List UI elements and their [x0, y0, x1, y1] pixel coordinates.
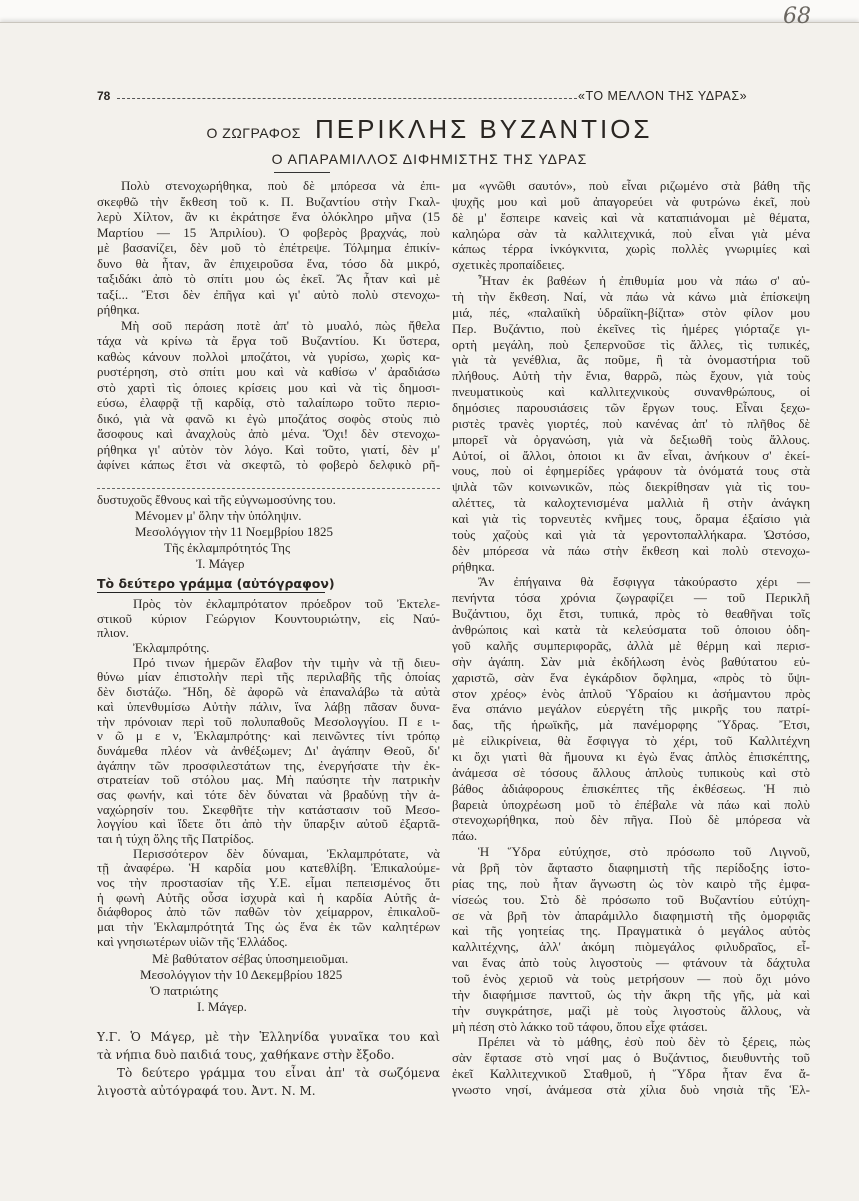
text-line: δὲν διστάζω. Ἤδη, δὲ ἀφορῶ νὰ ἐπαναλάβω τὰ αὐτὰ: [97, 684, 440, 700]
text-line: λερὺ Χίλτον, ἂν κι ἐκράτησε ἕνα ὁλόκληρο μῆνα (15: [97, 209, 440, 224]
text-line: ταξί... Ἔτσι δὲν ἐπῆγα καὶ γι' αὐτὸ πολὺ στενοχω-: [97, 286, 440, 302]
text-line: τοὺς χαζοὺς καὶ γιὰ τὰ γεροντοπαλλήκαρα. Ὡστόσο,: [452, 526, 810, 542]
text-line: σκεφθῶ τὴν ἔκθεση τοῦ κ. Π. Βυζαντίου στὴν Γκαλ-: [97, 193, 440, 209]
text-line: διάφθορος ἀπὸ τῶν παθῶν τὸν χείμαρρον, ἐπικαλοῦ-: [97, 904, 440, 920]
text-line: τάχα νὰ κρίνω τὰ ἔργα τοῦ Βυζαντίου. Κι ὕστερα,: [97, 333, 440, 348]
text-line: ταξιδάκι ἀπὸ τὸ σπίτι μου ὡς ἐκεῖ. Ἄς ἦταν καὶ μὲ: [97, 271, 440, 286]
text-line: δας, τῆς ἡρωϊκῆς, μὰ πανέμορφης Ὕδρας. Ἔτσι,: [452, 717, 810, 733]
letter-date: Μεσολόγγιον τὴν 11 Νοεμβρίου 1825: [135, 524, 333, 539]
text-line: ρήθηκα.: [452, 558, 495, 574]
text-line: καλλιτέχνης, ἀλλ' ἀκόμη πιὸμεγάλος φιλυδραῖος, εἶ-: [452, 939, 810, 955]
text-line: μιά, πές, «παλαιϊκὴ ὑδραίϊκη-βίζιτα» στὸν φίλον μου: [452, 304, 810, 320]
text-line: ἀνάμεσα σὲ τόσους ἄλλους ἁπλοὺς τυπικοὺς καὶ στὸ: [452, 764, 810, 780]
text-line: τὴν πρόνοιαν περὶ τοῦ πολυπαθοῦς Μεσολογγίου. Π ε ι-: [97, 713, 440, 729]
text-line: γνωστο νησί, ἀνάμεσα στὰ χίλια δυὸ νησιὰ τῆς Ἑλ-: [452, 1081, 810, 1097]
text-line: Πολὺ στενοχωρήθηκα, ποὺ δὲ μπόρεσα νὰ ἐπι-: [121, 178, 440, 193]
text-line: Μὴ σοῦ περάση ποτὲ ἀπ' τὸ μυαλό, πὼς ἤθελα: [121, 317, 440, 333]
column-divider-rule: [97, 488, 440, 489]
text-line: Ἂν ἐπήγαινα θὰ ἔσφιγγα τἀκούραστο χέρι —: [478, 574, 810, 590]
text-line: σχετικὲς προπαίδειες.: [452, 257, 565, 273]
text-line: τῇ ἀναφέρω. Ἡ καρδία μου κατεθλίβη. Ἐπικαλούμε-: [97, 860, 440, 876]
text-line: στρατείαν τοῦ στόλου μας. Μὴ παύσητε τὴν πατρικὴν: [97, 772, 440, 788]
text-line: ναχώρησίν του. Σκεφθῆτε τὴν κατάστασιν τοῦ Μεσο-: [97, 801, 440, 817]
header-rule: [117, 98, 577, 99]
text-line: ἄσοφους καὶ ἀναχλοὺς ἀπὸ μένα. Ὄχι! δὲν στενοχω-: [97, 426, 440, 441]
text-line: καθὼς κάνουν πολλοὶ μποζάτοι, νὰ γυρίσω, χωρὶς κα-: [97, 348, 440, 364]
text-line: πάω.: [452, 828, 478, 844]
text-line: μὴ πέση στὸ λάκκο τοῦ τάφου, ὅπου εἶχε φτάσει.: [452, 1018, 708, 1034]
second-letter-body: [97, 597, 440, 950]
text-line: στικοῦ κύριον Γεώργιον Κουντουριώτην, εἰς Ναύ-: [97, 610, 440, 626]
text-line: σε νὰ βρῆ τὸν ἀπαράμιλλο διαφημιστὴ τῆς ὀμορφιᾶς: [452, 907, 810, 923]
text-line: σας φωνήν, καὶ τότε δὲν δύναται νὰ βραδύνῃ τὴν ἀ-: [97, 786, 440, 802]
text-line: σὰν ἔφτασε στὸ νησί μας ὁ Βυζάντιος, διευθυντὴς τοῦ: [452, 1050, 810, 1066]
title-prefix: Ο ΖΩΓΡΑΦΟΣ: [206, 125, 301, 141]
page-number: 78: [97, 89, 111, 103]
text-line: πλιον.: [97, 625, 129, 641]
text-line: ν ῶ μ ε ν, Ἐκλαμπρότης· καὶ πεινῶντες τίνι τρόπῳ: [97, 728, 440, 744]
text-line: δυνο θὰ ἦταν, ἂν ἐπιχειροῦσα ἕνα, τόσο δὰ μικρό,: [97, 255, 440, 271]
text-line: καληώρα σὰν τὰ καλλιτεχνικά, ποὺ εἶναι γιὰ μένα: [452, 225, 810, 241]
text-line: Τὸ δεύτερο γράμμα του εἶναι ἀπ' τὰ σωζόμενα: [117, 1066, 440, 1080]
text-line: πνευματικοὺς καὶ καλλιτεχνικοὺς συνανθρώπους, οἱ: [452, 384, 810, 400]
text-line: αλέττες, τὰ καλοχτενισμένα μαλλιὰ ἢ στὴν ἀνάγκη: [452, 495, 810, 511]
text-line: Βυζάντιου, ὄχι ἔτσι, τυπικά, πρὸς τὸ θεαθῆναι τοῖς: [452, 606, 810, 622]
text-line: καὶ γιὰ τὶς τορνευτὲς κνῆμες τους, ὅραμα ἐξαίσιο γιὰ: [452, 511, 810, 527]
text-line: ται ἡ τύχη ὅλης τῆς Πατρίδος.: [97, 831, 255, 846]
text-line: γιὰ τὰ γενέθλια, ἂς ποῦμε, ἢ τὰ ὀνομαστήρια τοῦ: [452, 352, 810, 368]
text-line: Ἡ Ὕδρα εὐτύχησε, στὸ πρόσωπο τοῦ Λιγνοῦ,: [478, 844, 810, 860]
text-line: Περ. Βυζάντιο, ποὺ ἐκεῖνες τὶς ἡμέρες γιόρταζε γι-: [452, 320, 810, 336]
text-line: σὴν ἀγάπη. Σὰν μιὰ ἐκδήλωση ἑνὸς βαθύτατου εὐ-: [452, 653, 810, 669]
text-line: λιγοστὰ αὐτόγραφά του. Ἀντ. Ν. Μ.: [97, 1084, 316, 1098]
subtitle-rule: [274, 172, 330, 173]
letter-line: Μένομεν μ' ὅλην τὴν ὑπόληψιν.: [135, 508, 302, 523]
text-line: εύσω, ἐλαφρᾷ τῇ καρδίᾳ, στὸ ταλαίπωρο τοῦτο περιο-: [97, 395, 440, 410]
text-line: Μαρτίου — 15 Ἀπριλίου). Ὁ φοβερὸς βραχνάς, ποὺ: [97, 224, 440, 240]
left-column-article: [97, 178, 440, 473]
text-line: ἀνθρώποις καὶ κατὰ τὰ κελεύσματα τοῦ ὁποιου ὁδη-: [452, 622, 810, 638]
closing-line: Μὲ βαθύτατον σέβας ὑποσημειοῦμαι.: [152, 951, 349, 966]
section-heading: Τὸ δεύτερο γράμμα (αὐτόγραφον): [97, 576, 335, 591]
text-line: τὴν διαφήμισε πανττοῦ, ὡς τὴν ἄκρη τῆς γῆς, μὰ καὶ: [452, 986, 810, 1002]
text-line: τοῦ ἑνὸς χεριοῦ νὰ τοὺς μετρήσουν — ποὺ ὄχι μόνο: [452, 970, 810, 986]
handwritten-page-number: 68: [783, 4, 811, 29]
text-line: Αὐτοί, οἱ ἄλλοι, ὁποιοι κι ἂν εἶναι, ἀνήκουν σ' ἐκεί-: [452, 447, 810, 463]
first-letter-ending: [97, 492, 440, 572]
running-title: «ΤΟ ΜΕΛΛΟΝ ΤΗΣ ΥΔΡΑΣ»: [578, 89, 748, 103]
article-title: [0, 114, 859, 149]
text-line: πλήθους. Αὐτὴ τὴν ἔνια, θαρρῶ, πὼς ἔχουν, γιὰ τοὺς: [452, 368, 810, 384]
text-line: Υ.Γ. Ὁ Μάγερ, μὲ τὴν Ἑλληνίδα γυναῖκα του καὶ: [97, 1030, 440, 1044]
text-line: ρίας της, ποὺ ἦταν ἄγνωστη ὡς τὸν καιρὸ τῆς ἐμφα-: [452, 875, 810, 891]
text-line: καὶ γνησιωτέρων υἱῶν τῆς Ἑλλάδος.: [97, 933, 288, 949]
text-line: Ἐκλαμπρότης.: [133, 640, 210, 656]
text-line: Ἦταν ἐκ βαθέων ἡ ἐπιθυμία μου νὰ πάω σ' αὐ-: [478, 273, 810, 289]
text-line: δὲ μ' ἔσπειρε κανεὶς καὶ νὰ καταπιάνομαι μὲ θέματα,: [452, 209, 810, 225]
text-line: δυνάμεθα πλέον νὰ ἀνθέξωμεν; Δι' ἀγάπην Θεοῦ, δι': [97, 742, 440, 758]
text-line: ρήθηκα γι' αὐτὸν τὸν λόγο. Καὶ τοῦτο, γιατί, δὲν μ': [97, 441, 440, 457]
text-line: μὲ βασανίζει, δὲν μοῦ τὸ ἐπέτρεψε. Τόλμημα ἐπικίν-: [97, 240, 440, 255]
text-line: νὰ βρῆ τὸν ἄφταστο διαφημιστὴ τῆς περίδοξης ἱστο-: [452, 859, 810, 875]
text-line: τὰ νήπια δυὸ παιδιά τους, χαθήκανε στὴν ἔξοδο.: [97, 1048, 395, 1062]
closing-line: Ὁ πατριώτης: [150, 983, 218, 998]
text-line: δημόσιες παρουσιάσεις τῶν ἔργων τους. Εἶναι ξεχω-: [452, 400, 810, 416]
text-line: κι ὄχι γιατὶ θὰ ἤμουνα κι ἐγὼ ἕνας ἁπλὸς ἐπισκέπτης,: [452, 748, 810, 764]
text-line: ἐκεῖ Καλλιτεχνικοῦ Σταθμοῦ, ἡ Ὕδρα ἦταν ἕνα ἄ-: [452, 1066, 810, 1082]
text-line: πενήντα τόσα χρόνια ζωγραφίζει — τοῦ Περικλῆ: [452, 590, 810, 606]
text-line: βαρειὰ ὑποχρέωση μοῦ τὸ ἐπέβαλε νὰ πάω καὶ πολὺ: [452, 796, 810, 812]
closing-signature: Ι. Μάγερ.: [197, 999, 247, 1014]
text-line: μπορεῖ νὰ ὀργανώση, γιὰ νὰ δεξιωθῆ τοὺς ἄλλους.: [452, 431, 810, 447]
article-subtitle: Ο ΑΠΑΡΑΜΙΛΛΟΣ ΔΙΦΗΜΙΣΤΗΣ ΤΗΣ ΥΔΡΑΣ: [271, 151, 588, 167]
second-letter-closing: [97, 951, 440, 1015]
text-line: δικό, γιὰ νὰ φανῶ κι ἐγὼ μποζάτος σοφὸς στοὺς πιὸ: [97, 410, 440, 426]
title-main: ΠΕΡΙΚΛΗΣ ΒΥΖΑΝΤΙΟΣ: [314, 114, 653, 144]
text-line: στενοχωρήθηκα, ποὺ δὲν πῆγα. Ποὺ δὲ μπόρεσα νὰ: [452, 812, 810, 828]
text-line: κάπως τέρρα ἰνκόγκνιτα, χωρὶς πολλὲς γνωριμίες καὶ: [452, 241, 810, 257]
text-line: ψυχῆς μου καὶ μοῦ ἀπαγορεύει νὰ φυτρώνω ἐκεῖ, ποὺ: [452, 193, 810, 209]
postscript: [97, 1028, 440, 1100]
text-line: γοῦ καλῆς συμπεριφορᾶς, ἀλλὰ μὲ θέρμη καὶ περισ-: [452, 637, 810, 653]
text-line: Πρό τινων ἡμερῶν ἔλαβον τὴν τιμὴν νὰ τῇ διευ-: [133, 654, 440, 670]
letter-line: Τῆς ἐκλαμπρότητός Της: [164, 540, 291, 555]
text-line: θύνω μίαν ἐπιστολὴν περὶ τῆς περιλαβῆς τῆς ὁποίας: [97, 669, 440, 685]
text-line: τὴν συγκράτησε, μαζὶ μὲ τοὺς λιγοστοὺς ἄλλους, νὰ: [452, 1002, 810, 1018]
text-line: ψιλὰ τῶν κοινωνικῶν, πὼς διεκρίθησαν γιὰ τὶς του-: [452, 479, 810, 495]
text-line: ἕνα σπάνιο μεγάλον εὐεργέτη τῆς μικρῆς του πατρί-: [452, 701, 810, 717]
text-line: νους, ποὺ οἱ ἐφημερίδες γράφουν τὰ ὀνόματά τους στὰ: [452, 463, 810, 479]
text-line: νίσεώς του. Στὸ δὲ πρόσωπο τοῦ Βυζαντίου εὐτύχη-: [452, 891, 810, 907]
text-line: καὶ ὑπενθυμίσω Αὐτὴν πάλιν, ἵνα λάβῃ πᾶσαν δυνα-: [97, 698, 440, 714]
text-line: ορτὴ μεγάλη, ποὺ ξεπερνοῦσε τὶς ἄλλες, τὶς τυπικές,: [452, 336, 810, 352]
text-line: μὲ εἰλικρίνεια, θὰ ἔσφιγγα τὸ χέρι, τοῦ Καλλιτέχνη: [452, 733, 810, 749]
text-line: στον χρέος» ἑνὸς ἁπλοῦ Ὑδραίου κι ἀσήμαντου πρὸς: [452, 685, 810, 701]
text-line: τὴ τὴν ἔκθεση. Ναί, νὰ πάω νὰ κάνω μιὰ ἐπίσκεψη: [452, 289, 810, 305]
text-line: νος τὴν προστασίαν τῆς Υ.Ε. εἶμαι πεπεισμένος ὅτι: [97, 875, 440, 891]
text-line: Πρὸς τὸν ἐκλαμπρότατον πρόεδρον τοῦ Ἐκτελε-: [133, 596, 440, 611]
text-line: ρυστέρηση, στὸ σπίτι μου καὶ νὰ καθίσω ν' ἀραδιάσω: [97, 364, 440, 379]
text-line: μα «γνῶθι σαυτόν», ποὺ εἶναι ριζωμένο στὰ βάθη τῆς: [452, 178, 810, 193]
text-line: καὶ τῆς γοητείας της. Πραγματικὰ ὁ μεγάλος αὐτὸς: [452, 923, 810, 939]
letter-signature: Ἰ. Μάγερ: [196, 556, 245, 571]
text-line: βάθος ἀδιάφορους ἐπισκέπτες τῆς ἐκθέσεως. Ἡ πιὸ: [452, 780, 810, 796]
text-line: ριστὲς τρανὲς γιορτές, ποὺ κανένας ἀπ' τὸ πλῆθος δὲ: [452, 415, 810, 431]
text-line: στὸ χαρτὶ τὶς ὁποιες κρίσεις μου καὶ νὰ τὶς δημοσι-: [97, 379, 440, 395]
text-line: Περισσότερον δὲν δύναμαι, Ἐκλαμπρότατε, νὰ: [133, 845, 440, 861]
text-line: ἀφίνει κάπως ἔτσι νὰ σκεφτῶ, τὸ φοβερὸ δελφικὸ ρῆ-: [97, 457, 440, 472]
letter-line: δυστυχοῦς ἔθνους καὶ τῆς εὐγνωμοσύνης του.: [97, 492, 336, 507]
closing-date: Μεσολόγγιον τὴν 10 Δεκεμβρίου 1825: [140, 967, 343, 982]
text-line: δὲν μπόρεσα νὰ πάω στὴν ἔκθεση καὶ πολὺ στενοχω-: [452, 542, 810, 558]
text-line: λογγίου καὶ ἴδετε ὅτι ἀπὸ τὴν ὕπαρξιν αὐτοῦ ἐξαρτᾶ-: [97, 816, 440, 832]
text-line: Πρέπει νὰ τὸ μάθης, ἐσὺ ποὺ δὲν τὸ ξέρεις, πὼς: [478, 1034, 810, 1050]
text-line: ρήθηκα.: [97, 302, 140, 317]
text-line: μαι τὴν Ἐκλαμπρότητά Της ὡς ἕνα ἐκ τῶν καλητέρων: [97, 919, 440, 935]
text-line: ἀγάπην τῶν προσφιλεστάτων της, ἐνεργήσατε τὴν ἐκ-: [97, 757, 440, 773]
text-line: χαριστῶ, σὰν ἕνα ἐγκάρδιον ὄφλημα, «πρὸς τὸ ὕψι-: [452, 669, 810, 685]
text-line: ναι ἕνας ἀπὸ τοὺς λιγοστοὺς — φτάνουν τὰ δάχτυλα: [452, 955, 810, 971]
text-line: ἡ φωνὴ Αὐτῆς οὖσα ἰσχυρὰ καὶ ἡ καρδία Αὐτῆς ἀ-: [97, 889, 440, 905]
right-column-article: [452, 178, 810, 1098]
